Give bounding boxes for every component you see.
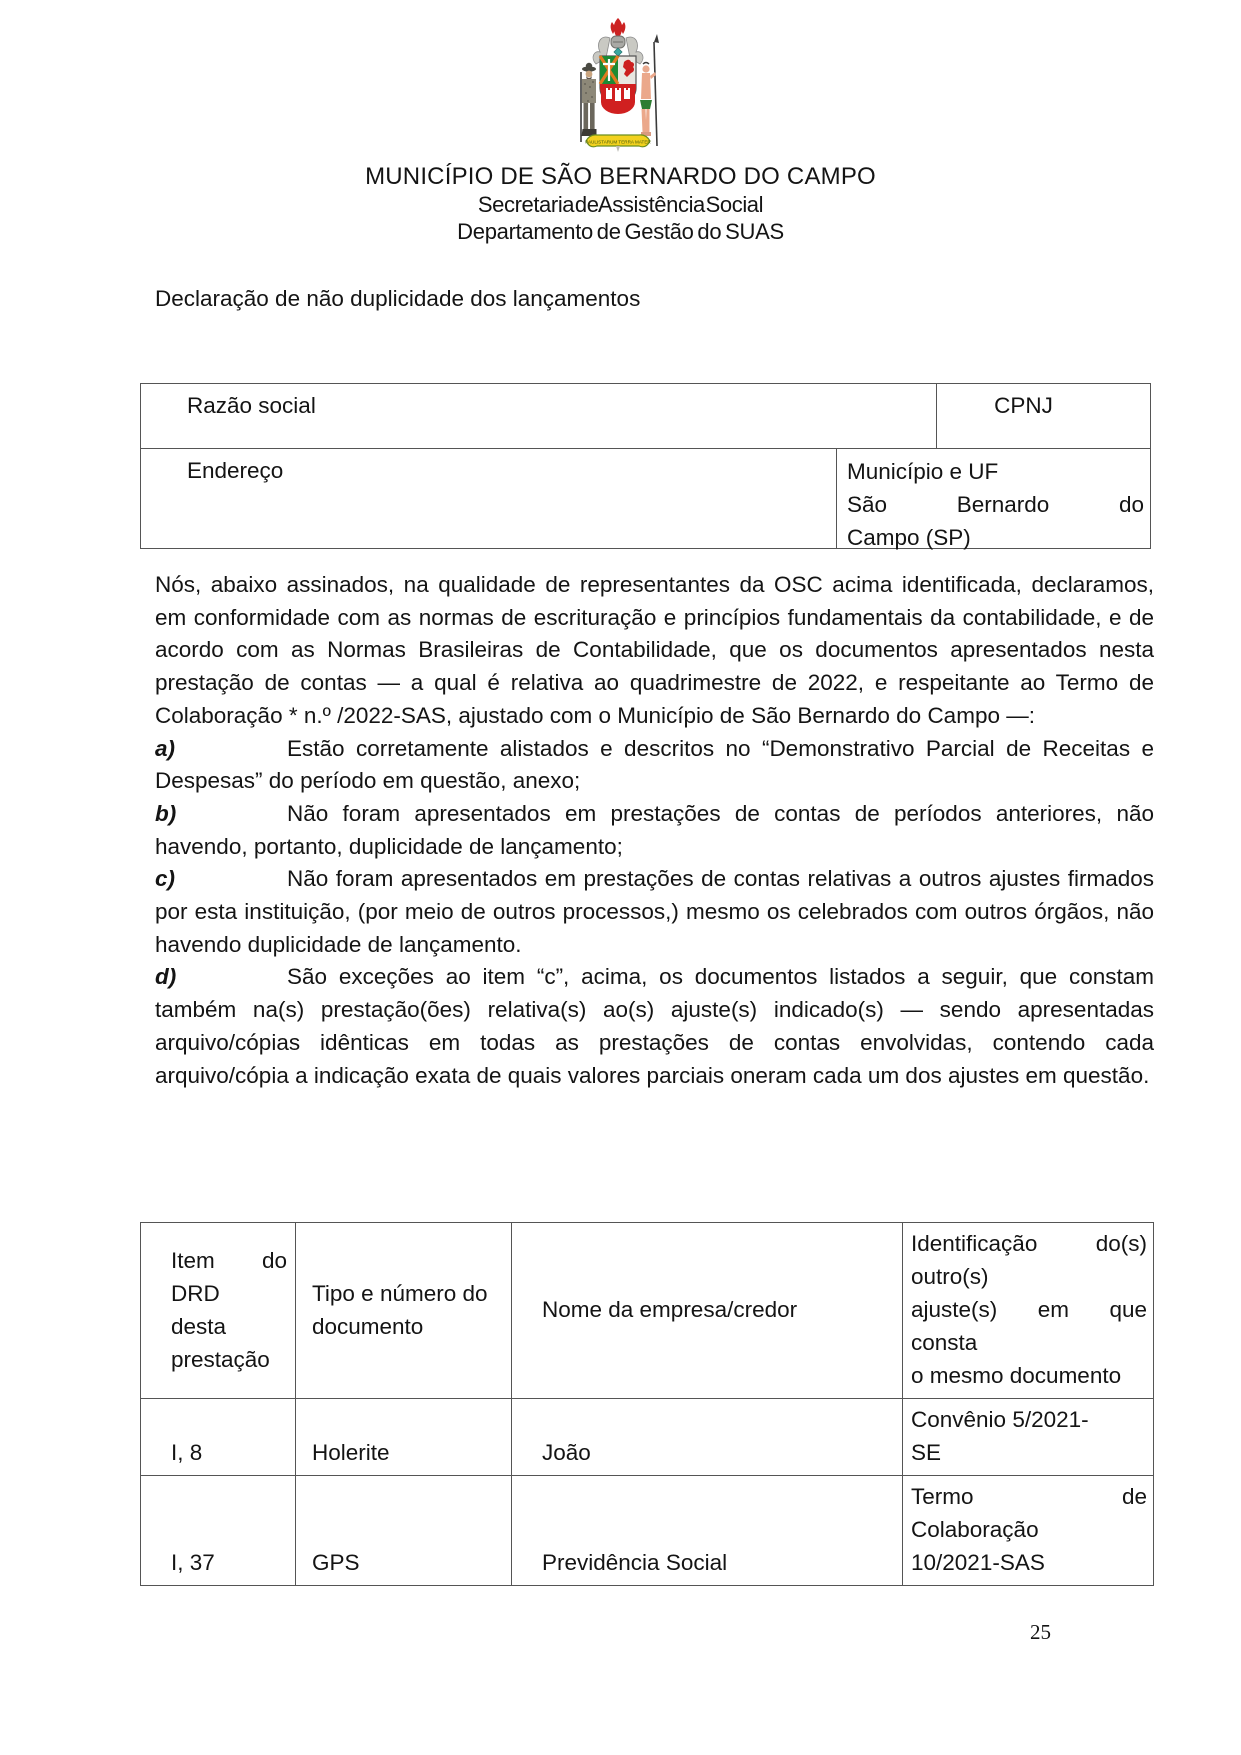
item-b-label: b)	[155, 800, 177, 826]
municipality-name: MUNICÍPIO DE SÃO BERNARDO DO CAMPO	[365, 163, 876, 190]
endereco-cell: Endereço	[141, 449, 837, 548]
header-tipo-line1: Tipo e número do	[312, 1280, 488, 1306]
header-item-line2: DRD	[171, 1280, 220, 1306]
header-identificacao	[903, 1223, 1154, 1399]
item-b	[155, 798, 1154, 863]
crest-banner-text: PAULISTARUM TERRA MATER	[585, 139, 651, 145]
intro-paragraph: Nós, abaixo assinados, na qualidade de representantes da OSC acima identificada, declaramos, em conformidade com as normas de escrituração e princípios fundamentais da contabilidade, e de acordo com as Normas Brasileiras de Contabilidade, que os documentos apresentados nesta prestação de contas — a qual é relativa ao quadrimestre de 2022, e respeitante ao Termo de Colaboração * n.º /2022-SAS, ajustado com o Município de São Bernardo do Campo —:	[155, 572, 1154, 728]
header-tipo-line2: documento	[312, 1313, 424, 1339]
header-item-drd	[141, 1223, 296, 1399]
row2-item: I, 37	[141, 1476, 296, 1586]
row2-ajustes	[903, 1476, 1154, 1586]
municipio-uf-label: Município e UF	[847, 459, 999, 484]
header-ident-line4: consta	[911, 1330, 978, 1355]
row1-ajuste-line1: Convênio 5/2021-	[911, 1407, 1089, 1432]
row2-nome: Previdência Social	[512, 1476, 903, 1586]
row2-tipo: GPS	[296, 1476, 512, 1586]
row2-ajuste-line2: Colaboração	[911, 1517, 1039, 1542]
item-c-text: Não foram apresentados em prestações de contas relativas a outros ajustes firmados por esta instituição, (por meio de outros processos,) mesmo os celebrados com outros órgãos, não havendo duplicidade de lançamento.	[155, 866, 1154, 957]
item-c-label: c)	[155, 866, 176, 892]
item-b-text: Não foram apresentados em prestações de contas de períodos anteriores, não havendo, portanto, duplicidade de lançamento;	[155, 800, 1154, 859]
item-d-label: d)	[155, 964, 177, 990]
item-c	[155, 863, 1154, 961]
header-ident-line3: ajuste(s) em que	[911, 1297, 1147, 1322]
row1-ajustes	[903, 1399, 1154, 1476]
coat-of-arms-icon	[556, 14, 680, 162]
secretariat-name: Secretaria de Assistência Social	[477, 192, 764, 217]
item-a-text: Estão corretamente alistados e descritos no “Demonstrativo Parcial de Receitas e Despesas” do período em questão, anexo;	[155, 735, 1154, 794]
header-ident-line5: o mesmo documento	[911, 1363, 1122, 1388]
row1-item: I, 8	[141, 1399, 296, 1476]
row1-nome: João	[512, 1399, 903, 1476]
row2-ajuste-line3: 10/2021-SAS	[911, 1550, 1045, 1575]
razao-social-cell: Razão social	[141, 384, 937, 448]
identification-form-table	[140, 383, 1151, 549]
header-item-line1: Item do	[171, 1247, 287, 1273]
department-name: Departamento de Gestão do SUAS	[457, 219, 784, 244]
table-row	[141, 1476, 1154, 1586]
row2-ajuste-line1: Termo de	[911, 1484, 1147, 1509]
municipio-value-line2: Campo (SP)	[847, 525, 971, 550]
header-nome-empresa: Nome da empresa/credor	[512, 1223, 903, 1399]
header-ident-line2: outro(s)	[911, 1264, 989, 1289]
municipio-uf-cell	[837, 449, 1150, 548]
row1-tipo: Holerite	[296, 1399, 512, 1476]
item-d-text: São exceções ao item “c”, acima, os documentos listados a seguir, que constam também na(s) prestação(ões) relativa(s) ao(s) ajuste(s) indicado(s) — sendo apresentadas arquivo/cópias idênticas em todas as prestações de contas envolvidas, contendo cada arquivo/cópia a indicação exata de quais valores parciais oneram cada um dos ajustes em questão.	[155, 964, 1154, 1088]
header-item-line4: prestação	[171, 1346, 270, 1372]
header-ident-line1: Identificação do(s)	[911, 1231, 1147, 1256]
item-a	[155, 733, 1154, 798]
item-d	[155, 961, 1154, 1092]
document-title: Declaração de não duplicidade dos lançamentos	[155, 286, 641, 311]
declaration-body	[155, 569, 1154, 1092]
item-a-label: a)	[155, 735, 176, 761]
table-header-row	[141, 1223, 1154, 1399]
header-tipo-numero	[296, 1223, 512, 1399]
cpnj-cell: CPNJ	[994, 393, 1053, 418]
header-item-line3: desta	[171, 1313, 227, 1339]
municipio-value-line1: São Bernardo do	[847, 492, 1144, 517]
table-row	[141, 1399, 1154, 1476]
page-number: 25	[1030, 1620, 1051, 1644]
row1-ajuste-line2: SE	[911, 1440, 942, 1465]
documents-exceptions-table	[140, 1222, 1154, 1586]
